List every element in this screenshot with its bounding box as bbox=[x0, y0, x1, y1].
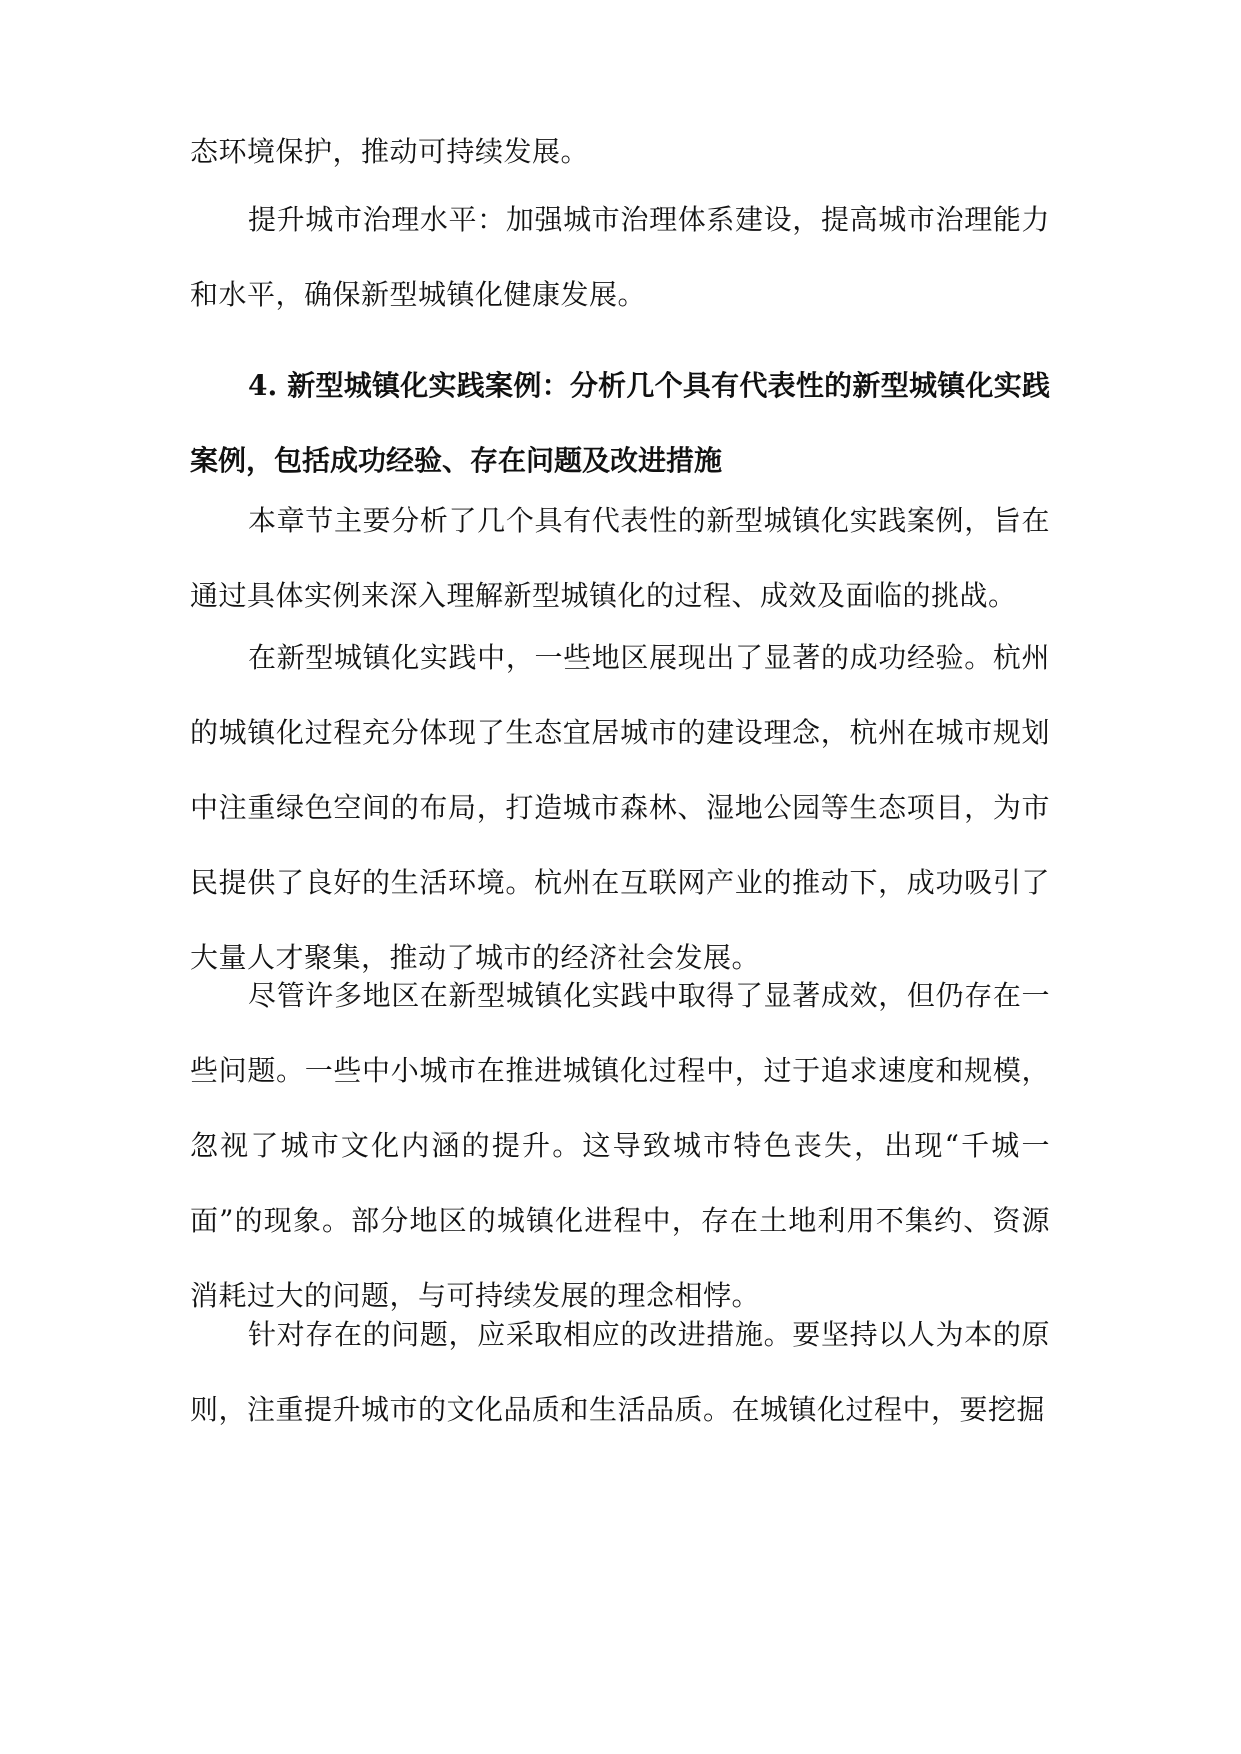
paragraph-governance: 提升城市治理水平：加强城市治理体系建设，提高城市治理能力和水平，确保新型城镇化健康发展。 bbox=[190, 203, 1050, 311]
paragraph-success: 在新型城镇化实践中，一些地区展现出了显著的成功经验。杭州的城镇化过程充分体现了生态宜居城市的建设理念，杭州在城市规划中注重绿色空间的布局，打造城市森林、湿地公园等生态项目，为市民提供了良好的生活环境。杭州在互联网产业的推动下，成功吸引了大量人才聚集，推动了城市的经济社会发展。 bbox=[190, 641, 1050, 974]
paragraph-problems: 尽管许多地区在新型城镇化实践中取得了显著成效，但仍存在一些问题。一些中小城市在推进城镇化过程中，过于追求速度和规模，忽视了城市文化内涵的提升。这导致城市特色丧失，出现“千城一面”的现象。部分地区的城镇化进程中，存在土地利用不集约、资源消耗过大的问题，与可持续发展的理念相悖。 bbox=[190, 979, 1050, 1312]
paragraph-intro: 本章节主要分析了几个具有代表性的新型城镇化实践案例，旨在通过具体实例来深入理解新型城镇化的过程、成效及面临的挑战。 bbox=[190, 504, 1050, 612]
paragraph-measures: 针对存在的问题，应采取相应的改进措施。要坚持以人为本的原则，注重提升城市的文化品质和生活品质。在城镇化过程中，要挖掘 bbox=[190, 1318, 1050, 1426]
paragraph-continuation: 态环境保护，推动可持续发展。 bbox=[190, 135, 590, 168]
section-heading: 4. 新型城镇化实践案例：分析几个具有代表性的新型城镇化实践案例，包括成功经验、存在问题及改进措施 bbox=[190, 369, 1050, 477]
